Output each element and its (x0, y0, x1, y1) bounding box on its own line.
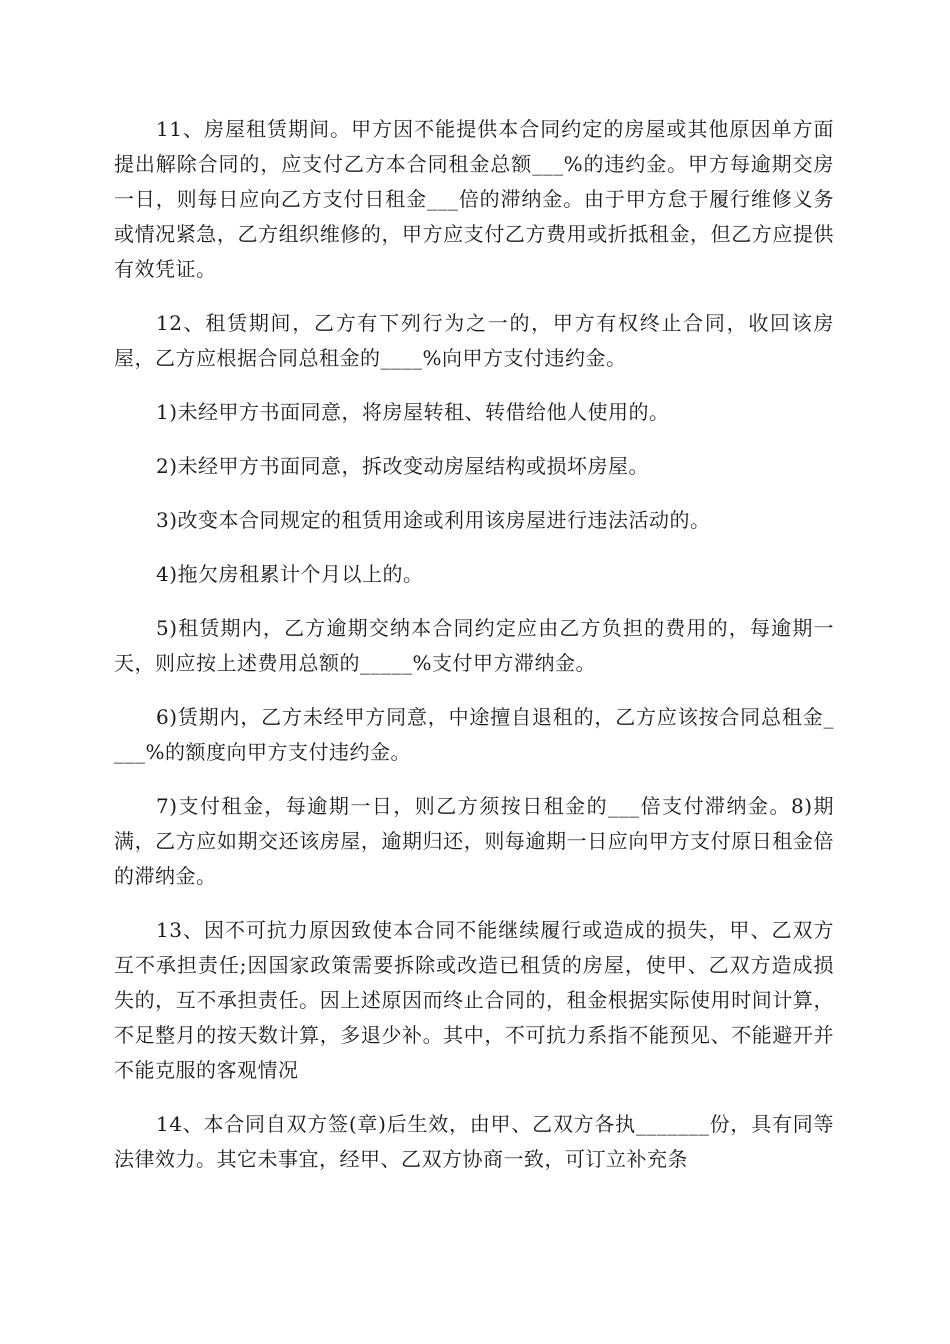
clause-12-item-5: 5)租赁期内，乙方逾期交纳本合同约定应由乙方负担的费用的，每逾期一天，则应按上述费用总额的_____%支付甲方滞纳金。 (114, 616, 834, 675)
clause-12-item-6: 6)赁期内，乙方未经甲方同意，中途擅自退租的，乙方应该按合同总租金____%的额度向甲方支付违约金。 (114, 705, 834, 764)
clause-12-item-4: 4)拖欠房租累计个月以上的。 (156, 562, 424, 586)
clause-12-item-3: 3)改变本合同规定的租赁用途或利用该房屋进行违法活动的。 (156, 508, 711, 532)
clause-12-item-1: 1)未经甲方书面同意，将房屋转租、转借给他人使用的。 (156, 400, 670, 424)
document-body (114, 112, 834, 1196)
clause-12: 12、租赁期间，乙方有下列行为之一的，甲方有权终止合同，收回该房屋，乙方应根据合同总租金的____%向甲方支付违约金。 (114, 311, 834, 370)
clause-13: 13、因不可抗力原因致使本合同不能继续履行或造成的损失，甲、乙双方互不承担责任;因国家政策需要拆除或改造已租赁的房屋，使甲、乙双方造成损失的，互不承担责任。因上述原因而终止合同的，租金根据实际使用时间计算，不足整月的按天数计算，多退少补。其中，不可抗力系指不能预见、不能避开并不能克服的客观情况 (114, 918, 834, 1082)
clause-12-item-2: 2)未经甲方书面同意，拆改变动房屋结构或损坏房屋。 (156, 454, 650, 478)
clause-14: 14、本合同自双方签(章)后生效，由甲、乙双方各执_______份，具有同等法律效力。其它未事宜，经甲、乙双方协商一致，可订立补充条 (114, 1112, 834, 1171)
clause-12-item-7-8: 7)支付租金，每逾期一日，则乙方须按日租金的___倍支付滞纳金。8)期满，乙方应如期交还该房屋，逾期归还，则每逾期一日应向甲方支付原日租金倍的滞纳金。 (114, 794, 834, 888)
clause-11: 11、房屋租赁期间。甲方因不能提供本合同约定的房屋或其他原因单方面提出解除合同的，应支付乙方本合同租金总额___%的违约金。甲方每逾期交房一日，则每日应向乙方支付日租金___倍的滞纳金。由于甲方怠于履行维修义务或情况紧急，乙方组织维修的，甲方应支付乙方费用或折抵租金，但乙方应提供有效凭证。 (114, 117, 834, 281)
